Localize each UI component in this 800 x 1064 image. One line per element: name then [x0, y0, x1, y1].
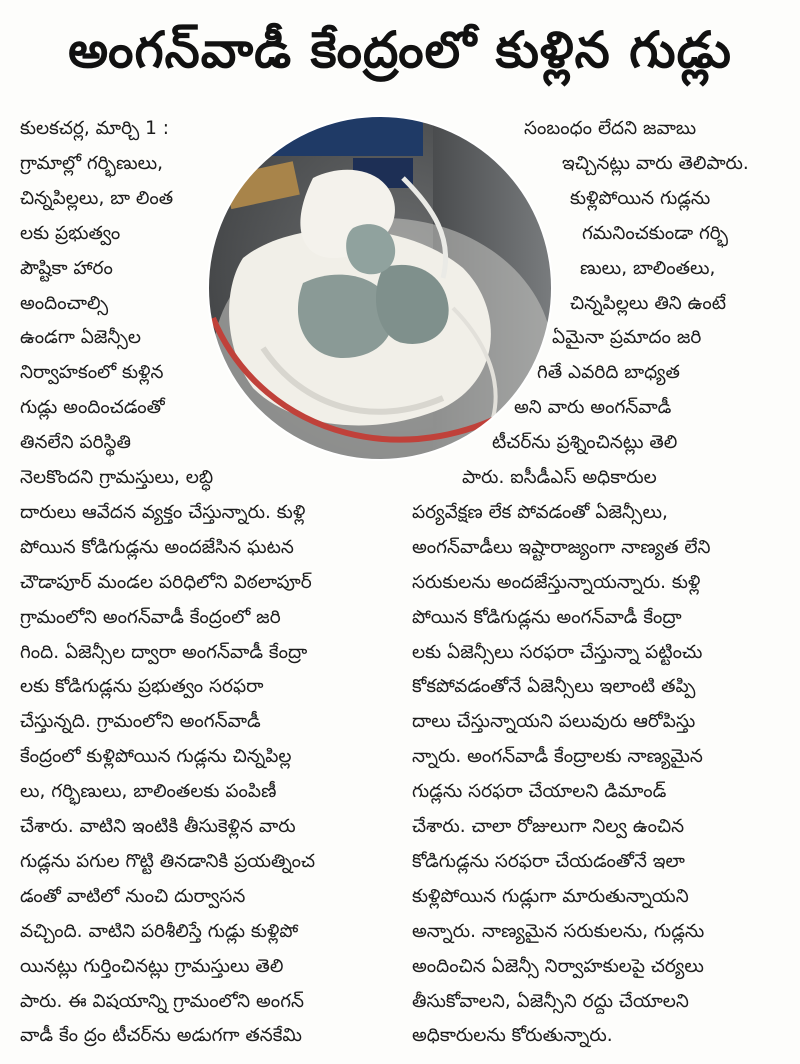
- article-line: ఉండగా ఏజెన్సీల: [20, 327, 141, 349]
- article-line: గ్రామాల్లో గర్భిణులు,: [20, 152, 164, 174]
- article-line: తీసుకోవాలని, ఏజెన్సీని రద్దు చేయాలని: [412, 990, 689, 1012]
- article-line: గితే ఎవరిది బాధ్యత: [537, 362, 680, 384]
- article-line: లు, గర్భిణులు, బాలింతలకు పంపిణీ: [20, 781, 277, 803]
- headline: అంగన్‌వాడీ కేంద్రంలో కుళ్లిన గుడ్లు: [68, 21, 732, 79]
- article-line: నిర్వాహకంలో కుళ్లిన: [20, 362, 164, 384]
- article-line: లకు ఏజెన్సీలు సరఫరా చేస్తున్నా పట్టించు: [412, 641, 703, 663]
- article-line: గమనించకుండా గర్భి: [582, 222, 729, 244]
- article-line: ఏమైనా ప్రమాదం జరి: [552, 327, 702, 349]
- article-line: వచ్చింది. వాటిని పరిశీలిస్తే గుడ్లు కుళ్లిపో: [20, 920, 299, 942]
- article-line: అందించాల్సి: [20, 292, 109, 314]
- article-line: కేంద్రంలో కుళ్లిపోయిన గుడ్లను చిన్నపిల్ల: [20, 746, 292, 768]
- article-line: చేశారు. చాలా రోజులుగా నిల్వ ఉంచిన: [412, 816, 685, 837]
- article-line: సరుకులను అందజేస్తున్నాయన్నారు. కుళ్లి: [412, 571, 701, 593]
- article-line: యినట్లు గుర్తించినట్లు గ్రామస్తులు తెలి: [20, 955, 284, 977]
- article-line: గుడ్లను పగుల గొట్టి తినడానికి ప్రయత్నించ: [20, 850, 316, 872]
- article-line: డంతో వాటిలో నుంచి దుర్వాసన: [20, 885, 246, 907]
- article-line: పారు. ఈ విషయాన్ని గ్రామంలోని అంగన్: [20, 990, 304, 1012]
- article-line: లకు ప్రభుత్వం: [20, 222, 121, 244]
- article-line: ణులు, బాలింతలు,: [580, 257, 716, 279]
- article-line: అని వారు అంగన్‌వాడీ: [514, 397, 672, 419]
- article-line: లకు కోడిగుడ్లను ప్రభుత్వం సరఫరా: [20, 676, 264, 698]
- article-line: దాలు చేస్తున్నాయని పలువురు ఆరోపిస్తు: [412, 711, 696, 733]
- article-line: చేస్తున్నది. గ్రామంలోని అంగన్‌వాడీ: [20, 711, 261, 733]
- article-line: కులకచర్ల, మార్చి 1 :: [20, 118, 170, 139]
- article-line: పోయిన కోడిగుడ్లను అంగన్‌వాడీ కేంద్రా: [412, 606, 682, 628]
- article-line: అధికారులను కోరుతున్నారు.: [412, 1025, 613, 1047]
- article-line: పారు. ఐసీడీఎస్ అధికారుల: [462, 467, 657, 488]
- article-line: చౌడాపూర్ మండల పరిధిలోని విఠలాపూర్: [20, 571, 312, 593]
- article-line: చిన్నపిల్లలు, బా లింత: [20, 187, 174, 209]
- article-line: పర్యవేక్షణ లేక పోవడంతో ఏజెన్సీలు,: [412, 501, 668, 523]
- article-line: సంబంధం లేదని జవాబు: [524, 118, 697, 139]
- article-line: పోయిన కోడిగుడ్లను అందజేసిన ఘటన: [20, 536, 294, 558]
- article-line: కుళ్లిపోయిన గుడ్లను: [570, 187, 711, 209]
- article-line: నెలకొందని గ్రామస్తులు, లబ్ధి: [20, 467, 214, 488]
- article-line: అందించిన ఏజెన్సీ నిర్వాహకులపై చర్యలు: [412, 955, 704, 977]
- article-line: చేశారు. వాటిని ఇంటికి తీసుకెళ్లిన వారు: [20, 816, 296, 837]
- article-line: గుడ్లు అందించడంతో: [20, 397, 165, 419]
- article-line: చిన్నపిల్లలు తిని ఉంటే: [570, 292, 727, 314]
- article-line: ఇచ్చినట్లు వారు తెలిపారు.: [562, 152, 749, 174]
- article-line: న్నారు. అంగన్‌వాడీ కేంద్రాలకు నాణ్యమైన: [412, 746, 703, 768]
- article-line: కోడిగుడ్లను సరఫరా చేయడంతోనే ఇలా: [412, 850, 685, 872]
- article-line: వాడీ కేం ద్రం టీచర్‌ను అడుగగా తనకేమి: [20, 1025, 302, 1047]
- photo-svg: [203, 108, 557, 464]
- article-line: దారులు ఆవేదన వ్యక్తం చేస్తున్నారు. కుళ్లి: [20, 501, 306, 523]
- article-line: గ్రామంలోని అంగన్‌వాడీ కేంద్రంలో జరి: [20, 606, 281, 628]
- article-line: అంగన్‌వాడీలు ఇష్టారాజ్యంగా నాణ్యత లేని: [412, 536, 711, 558]
- article-line: కుళ్లిపోయిన గుడ్లుగా మారుతున్నాయని: [412, 885, 689, 907]
- article-line: గుడ్లను సరఫరా చేయాలని డిమాండ్: [412, 781, 667, 803]
- article-line: పౌష్టికా హారం: [20, 257, 113, 279]
- article-line: తినలేని పరిస్థితి: [20, 432, 132, 454]
- article-line: కోకపోవడంతోనే ఏజెన్సీలు ఇలాంటి తప్పి: [412, 676, 696, 698]
- rotten-egg-photo-icon: [203, 108, 557, 464]
- article-line: గింది. ఏజెన్సీల ద్వారా అంగన్‌వాడీ కేంద్రా: [20, 641, 308, 663]
- article-line: అన్నారు. నాణ్యమైన సరుకులను, గుడ్లను: [412, 920, 705, 942]
- article-line: టీచర్‌ను ప్రశ్నించినట్లు తెలి: [492, 432, 678, 454]
